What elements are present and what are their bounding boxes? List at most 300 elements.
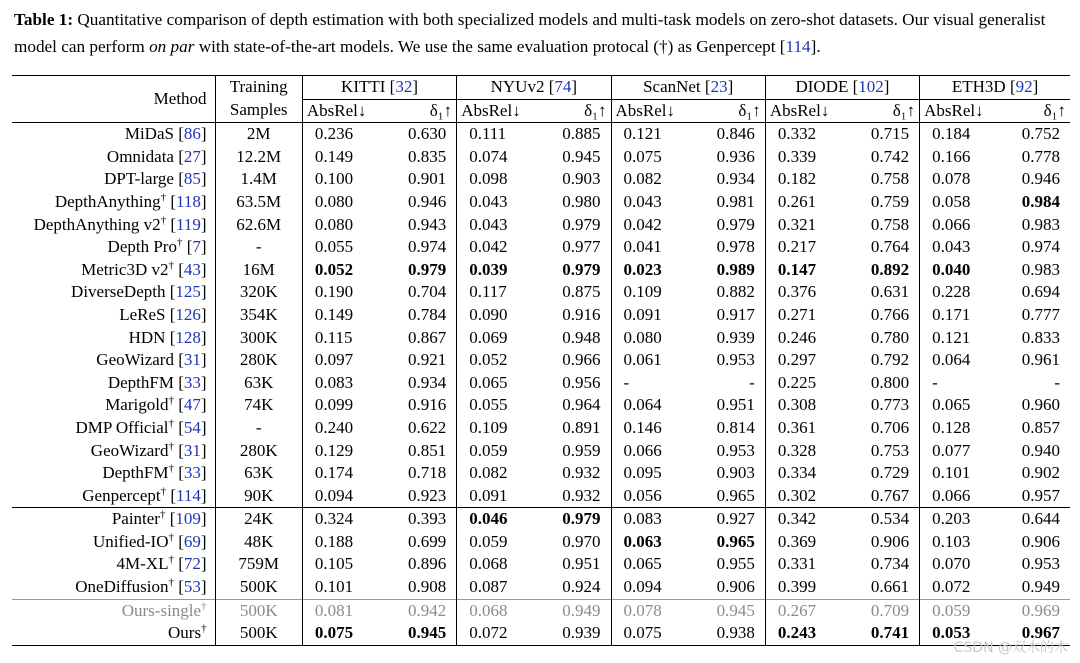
metric-value-cell: 0.061 <box>611 349 688 372</box>
metric-value-cell: - <box>611 372 688 395</box>
method-cell: Depth Pro† [7] <box>107 236 207 257</box>
metric-value-cell: 0.097 <box>302 349 379 372</box>
metric-header-delta: δ₁↑ <box>380 99 457 123</box>
training-samples-cell: 1.4M <box>215 168 302 191</box>
metric-value-cell: 0.949 <box>1021 577 1060 597</box>
metric-value-cell: 0.228 <box>920 281 997 304</box>
metric-value-cell: 0.946 <box>407 191 447 211</box>
metric-value-cell: 0.078 <box>611 599 688 622</box>
metric-value-cell: 0.833 <box>1021 327 1060 347</box>
metric-value-cell: 0.065 <box>611 553 688 576</box>
metric-value-cell: 0.117 <box>457 281 534 304</box>
method-citation-link[interactable]: 27 <box>183 146 201 166</box>
metric-value-cell: 0.111 <box>457 123 534 146</box>
metric-value-cell: 0.965 <box>716 485 755 505</box>
method-name: 4M-XL <box>116 554 169 574</box>
method-citation-link[interactable]: 109 <box>175 509 201 529</box>
metric-value-cell: 0.225 <box>765 372 842 395</box>
method-citation-link[interactable]: 126 <box>175 304 201 324</box>
metric-value-cell: 0.969 <box>997 599 1070 622</box>
metric-value-cell: 0.321 <box>765 214 842 237</box>
metric-value-cell: 0.704 <box>407 282 447 302</box>
metric-value-cell: 0.066 <box>920 214 997 237</box>
table-row <box>12 440 1070 463</box>
metric-value-cell: 0.939 <box>716 327 755 347</box>
metric-value-cell: 0.129 <box>302 440 379 463</box>
metric-value-cell: 0.087 <box>457 576 534 599</box>
training-samples-cell: 12.2M <box>215 146 302 169</box>
caption-text-2: with state-of-the-art models. We use the same evaluation protocal (†) as Genpercept [ <box>194 37 786 56</box>
dataset-name: KITTI <box>341 77 386 96</box>
table-row <box>12 304 1070 327</box>
metric-value-cell: 0.622 <box>407 417 447 437</box>
metric-value-cell: 0.906 <box>716 577 755 597</box>
metric-value-cell: 0.236 <box>302 123 379 146</box>
metric-value-cell: 0.041 <box>611 236 688 259</box>
metric-value-cell: 0.961 <box>1021 350 1060 370</box>
metric-value-cell: 0.039 <box>457 259 534 282</box>
training-samples-cell: 280K <box>215 349 302 372</box>
metric-value-cell: 0.334 <box>765 462 842 485</box>
watermark: CSDN @双木的木 <box>953 640 1068 656</box>
metric-value-cell: 0.959 <box>562 440 601 460</box>
metric-value-cell: 0.923 <box>407 485 447 505</box>
method-cell: OneDiffusion† [53] <box>75 576 207 597</box>
table-row <box>12 553 1070 576</box>
metric-value-cell: 0.184 <box>920 123 997 146</box>
metric-value-cell: 0.953 <box>716 440 755 460</box>
metric-value-cell: 0.934 <box>407 372 447 392</box>
metric-value-cell: 0.984 <box>1021 191 1060 211</box>
metric-value-cell: 0.916 <box>407 395 447 415</box>
dagger-mark: † <box>168 462 174 475</box>
training-samples-cell: 300K <box>215 327 302 350</box>
dagger-mark: † <box>176 236 183 249</box>
metric-value-cell: 0.875 <box>562 282 601 302</box>
metric-value-cell: 0.938 <box>688 622 765 645</box>
metric-value-cell: 0.063 <box>611 531 688 554</box>
metric-value-cell: 0.369 <box>765 531 842 554</box>
metric-value-cell: 0.098 <box>457 168 534 191</box>
metric-value-cell: 0.777 <box>1021 304 1060 324</box>
metric-value-cell: 0.927 <box>688 508 765 531</box>
metric-value-cell: 0.081 <box>302 599 379 622</box>
metric-value-cell: 0.059 <box>457 440 534 463</box>
metric-value-cell: 0.940 <box>1021 440 1060 460</box>
metric-value-cell: 0.729 <box>870 463 910 483</box>
metric-value-cell: 0.100 <box>302 168 379 191</box>
metric-value-cell: 0.072 <box>920 576 997 599</box>
metric-value-cell: 0.217 <box>765 236 842 259</box>
metric-value-cell: 0.981 <box>716 191 755 211</box>
metric-value-cell: 0.661 <box>870 577 910 597</box>
caption-italic: on par <box>149 37 195 56</box>
metric-value-cell: 0.091 <box>457 485 534 508</box>
training-samples-cell: 500K <box>215 622 302 645</box>
method-name: Unified-IO <box>92 531 169 551</box>
method-name: LeReS <box>119 304 166 324</box>
dataset-citation-link[interactable]: 32 <box>395 77 413 96</box>
metric-value-cell: 0.792 <box>870 350 910 370</box>
metric-value-cell: 0.174 <box>302 462 379 485</box>
metric-value-cell: 0.953 <box>716 350 755 370</box>
metric-value-cell: 0.261 <box>765 191 842 214</box>
dataset-citation-link[interactable]: 92 <box>1015 77 1033 96</box>
method-header: Method <box>12 76 215 123</box>
header-row-1 <box>12 76 1070 100</box>
metric-value-cell: 0.980 <box>562 191 601 211</box>
table-row <box>12 191 1070 214</box>
metric-value-cell: 0.979 <box>562 259 601 279</box>
metric-value-cell: 0.946 <box>1021 169 1060 189</box>
metric-value-cell: 0.759 <box>870 191 910 211</box>
method-name: DPT-large <box>104 169 174 189</box>
metric-value-cell: 0.066 <box>611 440 688 463</box>
method-cell: LeReS [126] <box>119 304 207 324</box>
metric-value-cell: 0.534 <box>842 508 919 531</box>
metric-value-cell: 0.190 <box>302 281 379 304</box>
metric-value-cell: 0.945 <box>562 146 601 166</box>
metric-value-cell: 0.903 <box>562 169 601 189</box>
metric-value-cell: 0.917 <box>716 304 755 324</box>
metric-value-cell: 0.892 <box>870 259 910 279</box>
method-cell: Unified-IO† [69] <box>92 531 207 551</box>
metric-value-cell: 0.921 <box>407 350 447 370</box>
method-cell: Painter† [109] <box>12 508 215 531</box>
metric-value-cell: 0.055 <box>457 394 534 417</box>
metric-value-cell: 0.166 <box>920 146 997 169</box>
metric-value-cell: 0.966 <box>562 350 601 370</box>
metric-value-cell: 0.758 <box>870 214 910 234</box>
metric-value-cell: 0.901 <box>407 169 447 189</box>
method-citation-link[interactable]: 53 <box>183 577 201 597</box>
method-citation-link[interactable]: 31 <box>183 440 201 460</box>
training-samples-cell: 2M <box>215 123 302 146</box>
metric-value-cell: 0.243 <box>765 622 842 645</box>
table-row <box>12 349 1070 372</box>
metric-value-cell: 0.742 <box>870 146 910 166</box>
metric-value-cell: 0.046 <box>457 508 534 531</box>
dataset-header-eth3d: ETH3D [92] <box>920 76 1070 100</box>
metric-header-absrel: AbsRel↓ <box>765 99 842 123</box>
results-table <box>12 75 1070 646</box>
metric-value-cell: 0.908 <box>407 577 447 597</box>
method-citation-link[interactable]: 69 <box>183 531 201 551</box>
metric-header-absrel: AbsRel↓ <box>302 99 379 123</box>
metric-value-cell: 0.069 <box>457 327 534 350</box>
dagger-mark: † <box>201 622 207 635</box>
method-name: HDN <box>128 327 166 347</box>
metric-value-cell: 0.080 <box>302 214 379 237</box>
metric-value-cell: 0.052 <box>457 349 534 372</box>
dataset-name: ETH3D <box>951 77 1006 96</box>
method-cell: DepthAnything v2† [119] <box>33 213 207 234</box>
metric-value-cell: 0.361 <box>765 417 842 440</box>
metric-value-cell: 0.906 <box>1021 531 1060 551</box>
metric-value-cell: 0.631 <box>870 282 910 302</box>
method-cell: 4M-XL† [72] <box>116 553 207 574</box>
table-row <box>12 259 1070 282</box>
metric-value-cell: 0.308 <box>765 394 842 417</box>
method-name: Omnidata <box>106 146 174 166</box>
table-row <box>12 327 1070 350</box>
training-samples-cell: - <box>215 417 302 440</box>
training-samples-cell: 759M <box>215 553 302 576</box>
table-row <box>12 168 1070 191</box>
metric-value-cell: 0.077 <box>920 440 997 463</box>
metric-value-cell: 0.706 <box>870 417 910 437</box>
metric-value-cell: 0.957 <box>1021 485 1060 505</box>
metric-value-cell: 0.074 <box>457 146 534 169</box>
method-name: DepthFM <box>102 463 169 483</box>
metric-value-cell: 0.945 <box>380 622 457 645</box>
metric-header-delta: δ₁↑ <box>997 99 1070 123</box>
metric-value-cell: 0.149 <box>302 304 379 327</box>
metric-value-cell: 0.059 <box>457 531 534 554</box>
metric-value-cell: 0.932 <box>562 463 601 483</box>
metric-value-cell: 0.846 <box>716 124 755 144</box>
dagger-mark: † <box>159 508 166 521</box>
dagger-mark: † <box>168 576 174 589</box>
method-name: Painter <box>111 509 160 529</box>
training-samples-cell: 500K <box>215 576 302 599</box>
metric-value-cell: 0.083 <box>302 372 379 395</box>
method-citation-link[interactable]: 54 <box>183 417 201 437</box>
metric-value-cell: 0.115 <box>302 327 379 350</box>
method-citation-link[interactable]: 7 <box>192 237 201 257</box>
metric-value-cell: 0.297 <box>765 349 842 372</box>
metric-value-cell: 0.979 <box>562 214 601 234</box>
metric-value-cell: 0.978 <box>716 237 755 257</box>
metric-value-cell: 0.960 <box>1021 395 1060 415</box>
method-citation-link[interactable]: 125 <box>175 282 201 302</box>
metric-value-cell: 0.766 <box>870 304 910 324</box>
metric-value-cell: 0.715 <box>870 124 910 144</box>
method-name: Ours-single <box>121 600 202 620</box>
training-samples-cell: 90K <box>215 485 302 508</box>
metric-value-cell: 0.867 <box>407 327 447 347</box>
method-citation-link[interactable]: 72 <box>183 554 201 574</box>
metric-value-cell: 0.885 <box>562 124 601 144</box>
training-samples-cell: 24K <box>215 508 302 531</box>
metric-value-cell: 0.939 <box>534 622 611 645</box>
metric-value-cell: - <box>920 372 997 395</box>
method-name: Metric3D v2 <box>81 259 169 279</box>
method-name: MiDaS <box>124 124 174 144</box>
metric-value-cell: 0.709 <box>842 599 919 622</box>
metric-value-cell: 0.882 <box>716 282 755 302</box>
metric-value-cell: 0.951 <box>716 395 755 415</box>
metric-header-delta: δ₁↑ <box>842 99 919 123</box>
method-cell: GeoWizard† [31] <box>90 439 207 460</box>
metric-value-cell: 0.042 <box>457 236 534 259</box>
table-row <box>12 599 1070 622</box>
metric-value-cell: 0.393 <box>380 508 457 531</box>
metric-value-cell: 0.324 <box>302 508 379 531</box>
caption-text-end: ]. <box>810 37 821 56</box>
metric-value-cell: 0.090 <box>457 304 534 327</box>
metric-value-cell: 0.091 <box>611 304 688 327</box>
metric-value-cell: 0.835 <box>407 146 447 166</box>
dagger-mark: † <box>160 191 167 204</box>
metric-value-cell: 0.989 <box>716 259 755 279</box>
method-citation-link[interactable]: 119 <box>176 214 201 234</box>
dataset-name: DIODE <box>795 77 849 96</box>
metric-value-cell: 0.075 <box>302 622 379 645</box>
metric-value-cell: 0.147 <box>765 259 842 282</box>
training-samples-header-line1: Training <box>215 76 302 100</box>
metric-value-cell: 0.023 <box>611 259 688 282</box>
metric-value-cell: 0.932 <box>562 485 601 505</box>
training-samples-cell: 280K <box>215 440 302 463</box>
method-cell: DMP Official† [54] <box>75 417 207 437</box>
method-name: GeoWizard <box>96 350 174 370</box>
metric-value-cell: 0.964 <box>562 395 601 415</box>
metric-value-cell: 0.945 <box>688 599 765 622</box>
metric-value-cell: 0.916 <box>562 304 601 324</box>
dataset-citation-link[interactable]: 23 <box>710 77 728 96</box>
training-samples-header-line2: Samples <box>215 99 302 123</box>
metric-value-cell: 0.376 <box>765 281 842 304</box>
metric-value-cell: 0.203 <box>920 508 997 531</box>
method-citation-link[interactable]: 128 <box>175 327 201 347</box>
table-row <box>12 394 1070 417</box>
metric-value-cell: 0.974 <box>1021 237 1060 257</box>
metric-value-cell: 0.246 <box>765 327 842 350</box>
metric-value-cell: 0.979 <box>716 214 755 234</box>
dagger-mark: † <box>168 531 174 544</box>
method-cell: DepthFM† [33] <box>102 462 207 483</box>
table-row <box>12 372 1070 395</box>
metric-value-cell: 0.065 <box>920 394 997 417</box>
method-citation-link[interactable]: 86 <box>183 124 201 144</box>
table-body <box>12 123 1070 646</box>
metric-value-cell: 0.043 <box>920 236 997 259</box>
method-cell: HDN [128] <box>128 327 207 347</box>
metric-value-cell: 0.694 <box>1021 282 1060 302</box>
metric-value-cell: 0.058 <box>920 191 997 214</box>
metric-value-cell: 0.070 <box>920 553 997 576</box>
metric-value-cell: 0.082 <box>611 168 688 191</box>
method-name: GeoWizard <box>90 440 169 460</box>
metric-value-cell: 0.339 <box>765 146 842 169</box>
training-samples-cell: 500K <box>215 599 302 622</box>
metric-header-absrel: AbsRel↓ <box>611 99 688 123</box>
method-citation-link[interactable]: 118 <box>176 191 201 211</box>
training-samples-cell: 63K <box>215 372 302 395</box>
method-cell: MiDaS [86] <box>124 124 207 144</box>
training-samples-cell: 48K <box>215 531 302 554</box>
metric-value-cell: 0.332 <box>765 123 842 146</box>
method-citation-link[interactable]: 85 <box>183 169 201 189</box>
metric-value-cell: 0.814 <box>716 417 755 437</box>
method-cell <box>12 599 215 622</box>
metric-value-cell: 0.068 <box>457 553 534 576</box>
metric-value-cell: 0.767 <box>870 485 910 505</box>
table-caption <box>14 6 1070 60</box>
metric-value-cell: 0.066 <box>920 485 997 508</box>
metric-value-cell: 0.080 <box>611 327 688 350</box>
metric-value-cell: 0.267 <box>765 599 842 622</box>
method-name: Genpercept <box>82 485 161 505</box>
method-cell: DPT-large [85] <box>104 169 207 189</box>
table-row <box>12 123 1070 146</box>
metric-value-cell: 0.773 <box>870 395 910 415</box>
metric-value-cell: 0.121 <box>611 123 688 146</box>
metric-value-cell: 0.734 <box>870 554 910 574</box>
method-cell <box>12 622 215 645</box>
dataset-header-scannet: ScanNet [23] <box>611 76 765 100</box>
method-name: Depth Pro <box>107 237 177 257</box>
metric-value-cell: 0.171 <box>920 304 997 327</box>
table-row <box>12 508 1070 531</box>
metric-value-cell: 0.891 <box>562 417 601 437</box>
metric-value-cell: 0.075 <box>611 146 688 169</box>
method-citation-link[interactable]: 31 <box>183 350 201 370</box>
training-samples-cell: 74K <box>215 394 302 417</box>
caption-text-1: Quantitative comparison of depth estimation with both specialized models and multi-task models on zero-shot datasets. Our visual generalist model can perform <box>14 10 1046 56</box>
table-row <box>12 485 1070 508</box>
method-citation-link[interactable]: 47 <box>183 395 201 415</box>
method-cell: Omnidata [27] <box>106 146 207 166</box>
metric-value-cell: 0.942 <box>380 599 457 622</box>
metric-value-cell: 0.043 <box>457 214 534 237</box>
metric-value-cell: 0.951 <box>562 554 601 574</box>
method-name: DepthAnything <box>54 191 161 211</box>
dataset-citation-link[interactable]: 102 <box>858 77 884 96</box>
metric-value-cell: 0.109 <box>611 281 688 304</box>
dataset-name: ScanNet <box>643 77 701 96</box>
method-name: DepthAnything v2 <box>33 214 161 234</box>
method-citation-link[interactable]: 33 <box>183 463 201 483</box>
training-samples-cell: 320K <box>215 281 302 304</box>
metric-value-cell: 0.128 <box>920 417 997 440</box>
metric-value-cell: 0.103 <box>920 531 997 554</box>
metric-value-cell: 0.752 <box>1021 124 1060 144</box>
metric-value-cell: 0.053 <box>920 622 997 645</box>
metric-value-cell: 0.851 <box>407 440 447 460</box>
method-cell: GeoWizard [31] <box>96 350 207 370</box>
metric-value-cell: 0.121 <box>920 327 997 350</box>
metric-value-cell: 0.718 <box>407 463 447 483</box>
metric-header-delta: δ₁↑ <box>534 99 611 123</box>
metric-value-cell: 0.699 <box>407 531 447 551</box>
metric-value-cell: 0.953 <box>1021 554 1060 574</box>
metric-value-cell: 0.302 <box>765 485 842 508</box>
method-citation-link[interactable]: 43 <box>183 259 201 279</box>
metric-value-cell: 0.983 <box>1021 259 1060 279</box>
metric-value-cell: 0.083 <box>611 508 688 531</box>
method-citation-link[interactable]: 33 <box>183 372 201 392</box>
metric-value-cell: 0.095 <box>611 462 688 485</box>
dagger-mark: † <box>160 485 167 498</box>
metric-value-cell: 0.101 <box>302 576 379 599</box>
metric-value-cell: 0.078 <box>920 168 997 191</box>
caption-citation-link[interactable]: 114 <box>785 37 811 56</box>
metric-value-cell: 0.043 <box>457 191 534 214</box>
metric-header-delta: δ₁↑ <box>688 99 765 123</box>
method-cell: Genpercept† [114] <box>82 485 207 505</box>
metric-value-cell: - <box>749 372 755 392</box>
dataset-citation-link[interactable]: 74 <box>554 77 572 96</box>
metric-header-absrel: AbsRel↓ <box>457 99 534 123</box>
metric-value-cell: 0.758 <box>870 169 910 189</box>
dagger-mark: † <box>168 553 174 566</box>
method-name: OneDiffusion <box>75 577 169 597</box>
table-row <box>12 622 1070 645</box>
method-citation-link[interactable]: 114 <box>176 485 201 505</box>
metric-value-cell: 0.399 <box>765 576 842 599</box>
